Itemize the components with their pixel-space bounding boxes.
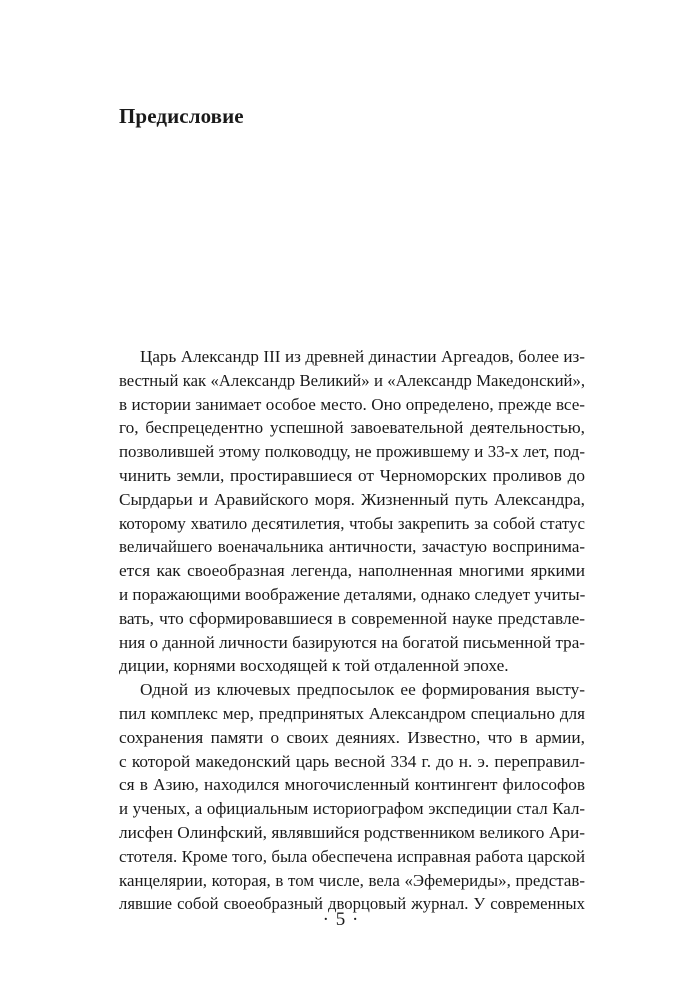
text-line: и поражающими воображение деталями, однако следует учиты- <box>119 584 586 604</box>
text-line: ется как своеобразная легенда, наполненная многими яркими <box>119 561 585 581</box>
paragraph-2 <box>119 678 585 916</box>
text-line: го, беспрецедентно успешной завоевательной деятельностью, <box>119 418 585 438</box>
text-line: позволившей этому полководцу, не прожившему и 33-х лет, под- <box>119 442 585 462</box>
text-line: ся в Азию, находился многочисленный контингент философов <box>119 775 585 795</box>
text-line: Одной из ключевых предпосылок ее формирования высту- <box>140 680 585 700</box>
text-line: ния о данной личности базируются на богатой письменной тра- <box>119 632 585 652</box>
body-text <box>119 345 585 916</box>
text-line: сохранения памяти о своих деяниях. Известно, что в армии, <box>119 727 585 747</box>
chapter-heading: Предисловие <box>119 104 244 128</box>
text-line: лисфен Олинфский, являвшийся родственником великого Ари- <box>119 822 585 842</box>
text-line: стотеля. Кроме того, была обеспечена исправная работа царской <box>119 846 585 866</box>
text-line: пил комплекс мер, предпринятых Александром специально для <box>119 703 585 723</box>
text-line: вестный как «Александр Великий» и «Александр Македонский», <box>119 370 585 390</box>
text-line: диции, корнями восходящей к той отдаленной эпохе. <box>119 656 509 676</box>
text-line: канцелярии, которая, в том числе, вела «Эфемериды», представ- <box>119 870 585 890</box>
text-line: вать, что сформировавшиеся в современной науке представле- <box>119 608 585 628</box>
text-line: лявшие собой своеобразный дворцовый журнал. У современных <box>119 894 585 914</box>
text-line: Царь Александр III из древней династии Аргеадов, более из- <box>140 347 585 366</box>
text-line: величайшего военачальника античности, зачастую воспринима- <box>119 537 585 557</box>
page-number: · 5 · <box>322 909 360 930</box>
text-line: чинить земли, простиравшиеся от Черноморских проливов до <box>119 465 585 485</box>
text-line: с которой македонский царь весной 334 г. до н. э. переправил- <box>119 751 585 771</box>
paragraph-1 <box>119 345 585 678</box>
text-line: которому хватило десятилетия, чтобы закрепить за собой статус <box>119 513 585 533</box>
text-line: и ученых, а официальным историографом экспедиции стал Кал- <box>119 799 585 819</box>
text-line: Сырдарьи и Аравийского моря. Жизненный путь Александра, <box>119 489 585 509</box>
text-line: в истории занимает особое место. Оно определено, прежде все- <box>119 394 585 414</box>
